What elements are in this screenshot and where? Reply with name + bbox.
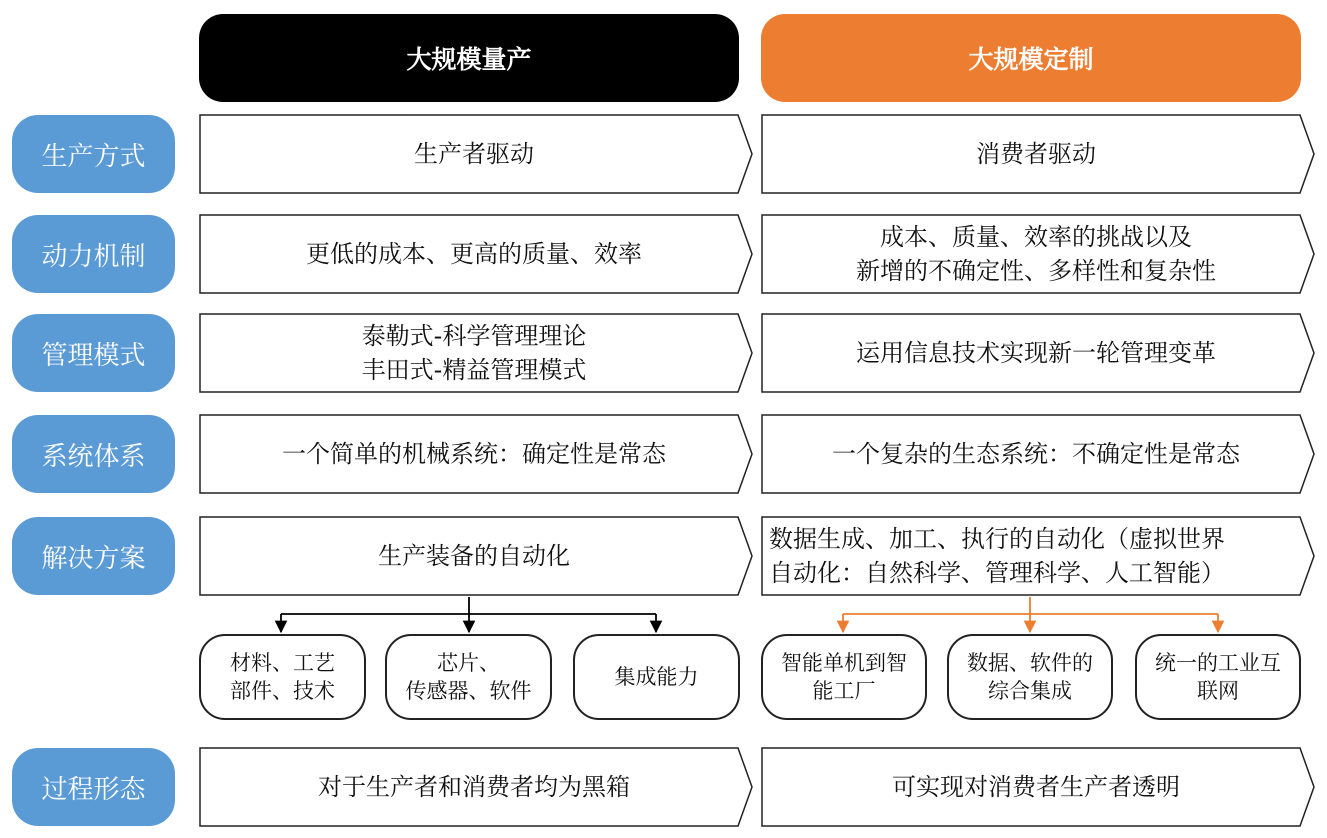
pill-line-2: 部件、技术 <box>230 679 335 703</box>
row-label-management-mode: 管理模式 <box>12 314 175 392</box>
cell-text-line-1: 数据生成、加工、执行的自动化（虚拟世界 <box>769 525 1225 553</box>
pill-line-1: 统一的工业互 <box>1155 651 1281 675</box>
row-label-system: 系统体系 <box>12 415 175 493</box>
pill-line-2: 联网 <box>1197 679 1239 703</box>
cell-text: 一个复杂的生态系统：不确定性是常态 <box>832 440 1240 468</box>
pill-line-2: 传感器、软件 <box>405 679 532 703</box>
cell-text: 生产装备的自动化 <box>378 542 570 570</box>
row-label-solution: 解决方案 <box>12 517 175 595</box>
cell-text-line-2: 新增的不确定性、多样性和复杂性 <box>856 257 1216 285</box>
cell-text: 对于生产者和消费者均为黑箱 <box>318 773 630 801</box>
cell-text: 一个简单的机械系统：确定性是常态 <box>282 440 666 468</box>
pill-line-1: 芯片、 <box>437 651 500 675</box>
pill-line-1: 数据、软件的 <box>967 651 1093 675</box>
cell-text-line-2: 丰田式-精益管理模式 <box>361 356 587 384</box>
pill-line-1: 智能单机到智 <box>781 651 907 675</box>
pill-line-2: 综合集成 <box>988 679 1072 703</box>
row-label-driving-mechanism: 动力机制 <box>12 215 175 293</box>
cell-text-line-1: 成本、质量、效率的挑战以及 <box>880 223 1192 251</box>
mass-customization-title: 大规模定制 <box>968 45 1094 74</box>
pill-integration-capability <box>573 634 740 720</box>
cell-text: 可实现对消费者生产者透明 <box>892 773 1180 801</box>
left-branch-arrows <box>281 597 656 632</box>
cell-text-line-1: 泰勒式-科学管理理论 <box>361 322 587 350</box>
cell-text-line-2: 自动化：自然科学、管理科学、人工智能） <box>769 559 1225 587</box>
pill-industrial-internet <box>1135 634 1301 720</box>
cell-text: 更低的成本、更高的质量、效率 <box>306 240 642 268</box>
pill-chips-sensors <box>385 634 552 720</box>
row-label-production-mode: 生产方式 <box>12 115 175 193</box>
row-label-process-form: 过程形态 <box>12 748 175 826</box>
pill-line-1: 集成能力 <box>614 665 699 689</box>
pill-line-1: 材料、工艺 <box>230 651 335 675</box>
pill-line-2: 能工厂 <box>812 679 876 703</box>
pill-data-software-integration <box>947 634 1113 720</box>
pill-materials-process <box>199 634 366 720</box>
right-branch-arrows <box>843 597 1218 632</box>
mass-production-title: 大规模量产 <box>406 45 532 74</box>
cell-text: 运用信息技术实现新一轮管理变革 <box>856 339 1216 367</box>
cell-text: 生产者驱动 <box>414 140 534 168</box>
cell-text: 消费者驱动 <box>976 140 1096 168</box>
pill-smart-factory <box>761 634 927 720</box>
